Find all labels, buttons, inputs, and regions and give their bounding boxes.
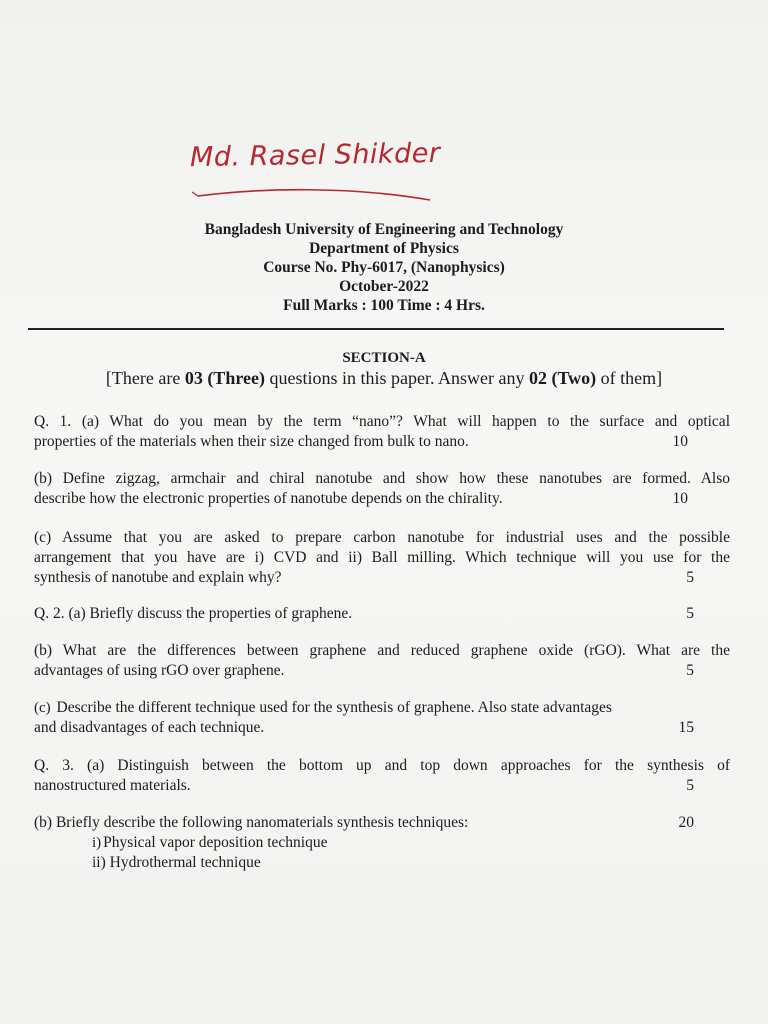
- question-text-line: [34, 568, 730, 588]
- question-1a: [34, 412, 730, 452]
- technique-text: Physical vapor deposition technique: [103, 834, 328, 851]
- question-text-line: [34, 813, 730, 833]
- university-name: Bangladesh University of Engineering and Technology: [204, 221, 564, 238]
- technique-item: ii) Hydrothermal technique: [92, 854, 261, 871]
- exam-header: [0, 220, 768, 315]
- question-marks: 15: [678, 719, 694, 736]
- question-text-line: [34, 432, 730, 452]
- instr-bold-2: 02 (Two): [528, 368, 597, 388]
- question-2b: [34, 641, 730, 681]
- question-text-line: Q. 3. (a) Distinguish between the bottom up and top down approaches for the synthesis of: [34, 757, 730, 774]
- question-text: nanostructured materials.: [34, 777, 191, 794]
- signature-underline: [190, 182, 440, 212]
- question-text: advantages of using rGO over graphene.: [34, 662, 285, 679]
- question-text-line: [34, 489, 730, 509]
- question-text: Q. 2. (a) Briefly discuss the properties of graphene.: [34, 605, 353, 622]
- question-text: synthesis of nanotube and explain why?: [34, 569, 282, 586]
- marks-and-time: Full Marks : 100 Time : 4 Hrs.: [283, 297, 485, 314]
- question-marks: 10: [672, 490, 688, 507]
- handwritten-signature: Md. Rasel Shikder: [189, 137, 441, 174]
- question-text-line: [34, 718, 730, 738]
- question-1b: [34, 469, 730, 509]
- question-text: (b) Briefly describe the following nanomaterials synthesis techniques:: [34, 814, 469, 831]
- question-text-line: arrangement that you have are i) CVD and ii) Ball milling. Which technique will you use for the: [34, 549, 730, 566]
- header-divider: [28, 328, 724, 330]
- question-marks: 10: [672, 433, 688, 450]
- question-text-line: (b) Define zigzag, armchair and chiral nanotube and show how these nanotubes are formed. Also: [34, 470, 730, 487]
- question-text: Describe the different technique used for the synthesis of graphene. Also state advantages: [52, 699, 612, 716]
- question-text-line: (c) Assume that you are asked to prepare carbon nanotube for industrial uses and the possible: [34, 529, 730, 546]
- question-3b: [34, 813, 730, 873]
- question-marks: 20: [678, 814, 694, 831]
- question-label: (c): [34, 700, 51, 716]
- question-marks: 5: [686, 662, 694, 679]
- question-2a: [34, 604, 730, 624]
- question-marks: 5: [686, 777, 694, 794]
- question-text-line: [34, 698, 730, 718]
- question-text-line: [34, 776, 730, 796]
- instr-text-2: questions in this paper. Answer any: [264, 368, 529, 388]
- question-text: properties of the materials when their size changed from bulk to nano.: [34, 433, 469, 450]
- question-text-line: [34, 604, 730, 624]
- exam-date: October-2022: [339, 278, 429, 295]
- question-marks: 5: [686, 605, 694, 622]
- question-text-line: (b) What are the differences between graphene and reduced graphene oxide (rGO). What are the: [34, 642, 730, 659]
- question-1c: [34, 528, 730, 588]
- instr-bold-1: 03 (Three): [184, 368, 265, 388]
- question-text: describe how the electronic properties of nanotube depends on the chirality.: [34, 490, 503, 507]
- section-title: SECTION-A: [342, 350, 426, 366]
- question-2c: [34, 698, 730, 738]
- course-info: Course No. Phy-6017, (Nanophysics): [263, 259, 505, 276]
- instructions: [0, 368, 768, 389]
- department-name: Department of Physics: [309, 240, 459, 257]
- technique-label: i): [92, 835, 102, 851]
- instr-text-3: of them]: [596, 368, 663, 388]
- instr-text-1: [There are: [105, 368, 185, 388]
- technique-item: [34, 833, 730, 853]
- question-marks: 5: [686, 569, 694, 586]
- question-text-line: [34, 661, 730, 681]
- question-text-line: Q. 1. (a) What do you mean by the term “nano”? What will happen to the surface and optical: [34, 413, 730, 430]
- question-text: and disadvantages of each technique.: [34, 719, 265, 736]
- question-3a: [34, 756, 730, 796]
